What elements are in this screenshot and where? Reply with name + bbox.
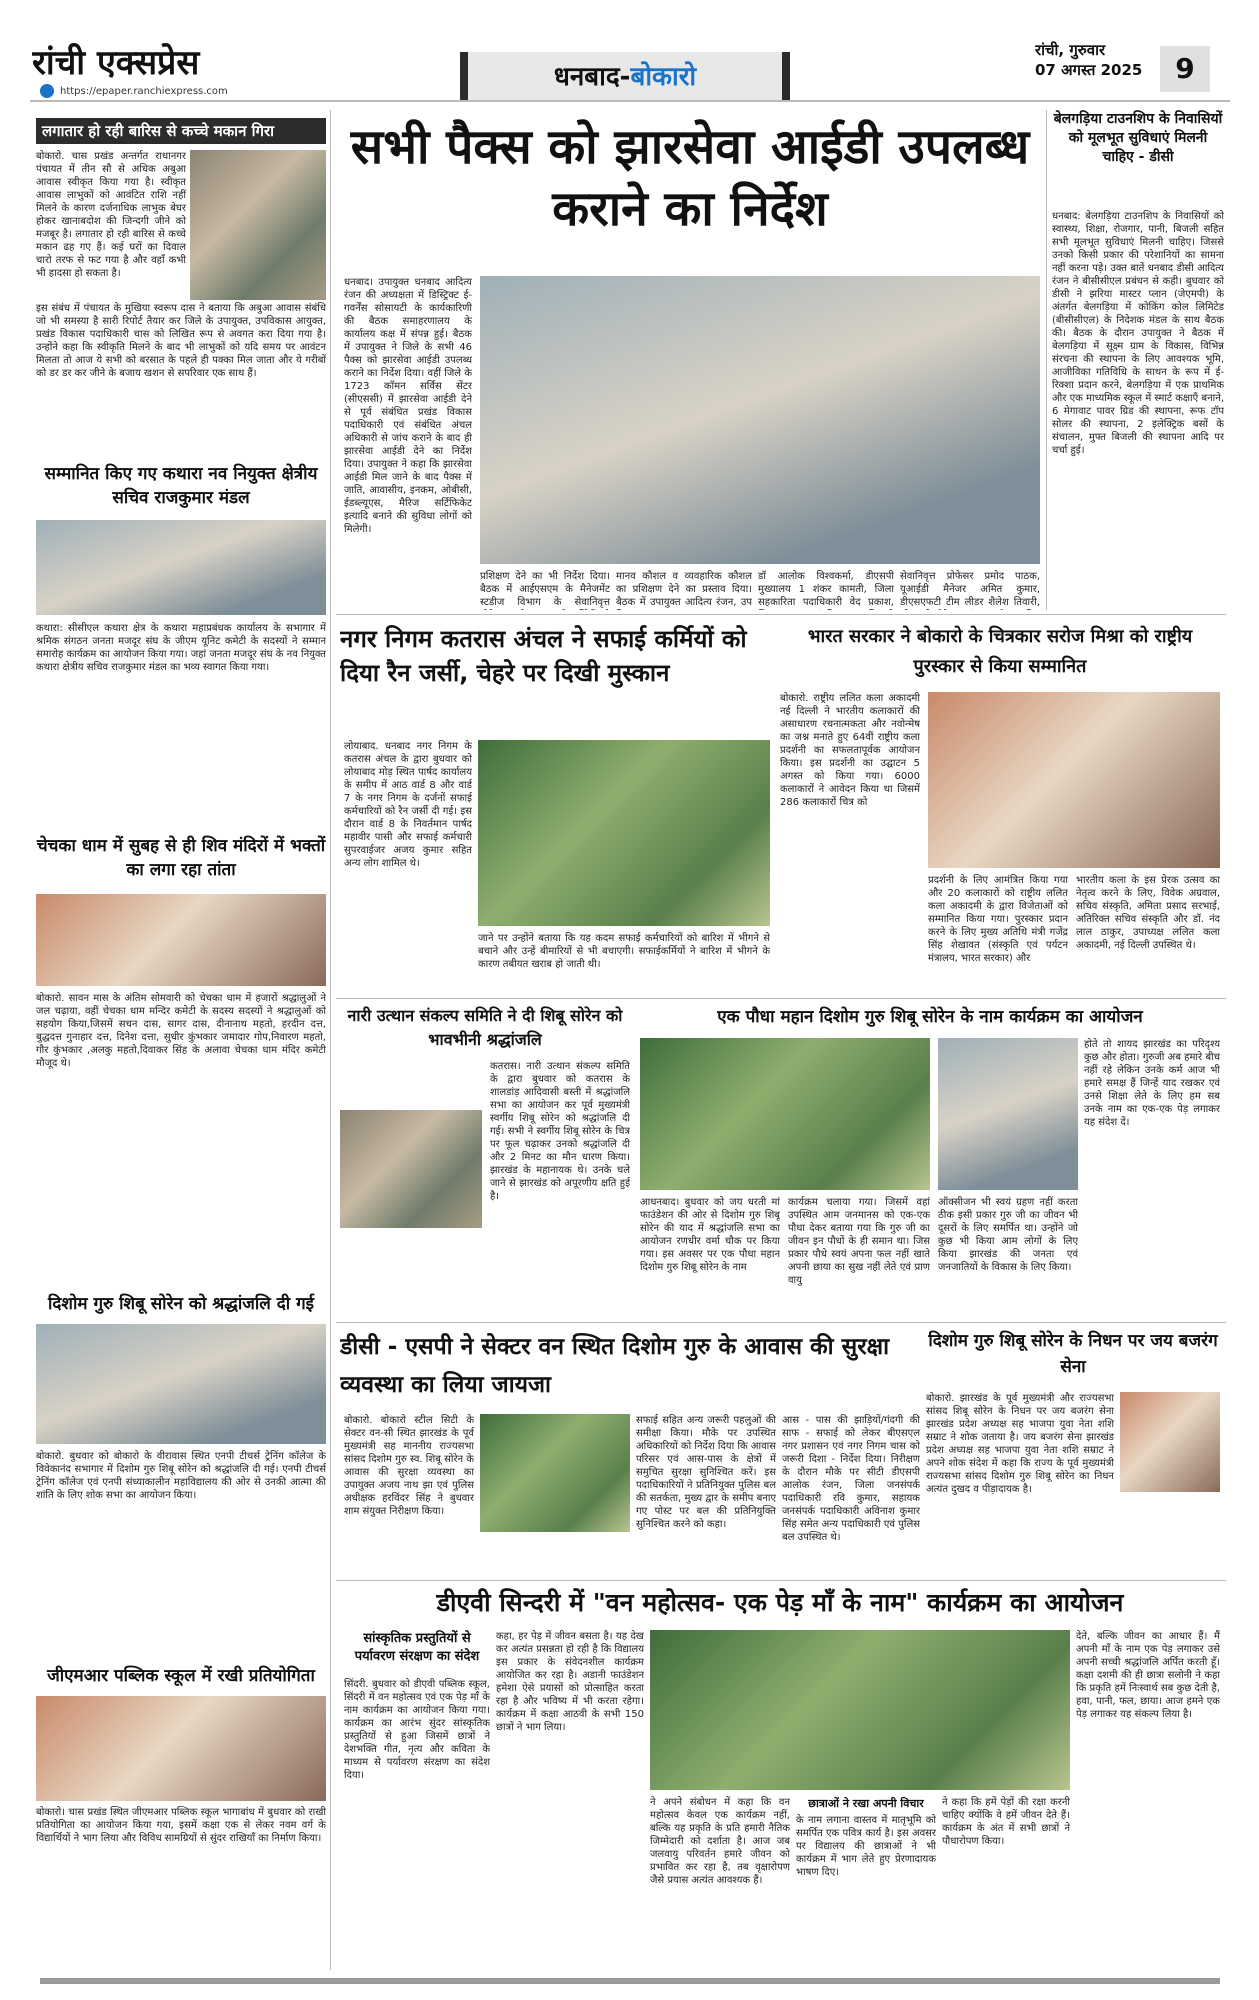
plant-body-4: होते तो शायद झारखंड का परिदृश्य कुछ और होता। गुरुजी अब हमारे बीच नहीं रहे लेकिन उनके कर्म आज भी हमारे समक्ष हैं जिन्हें याद रखकर एवं उनसे शिक्षा लेते के लिए हम सब उनके नाम का एक-एक पेड़ लगाकर यह संदेश दें। — [1084, 1039, 1220, 1128]
issue-date: 07 अगस्त 2025 — [1035, 61, 1143, 79]
globe-icon — [40, 84, 54, 98]
dcsp-body: बोकारो. बोकारो स्टील सिटी के सेक्टर वन-सी स्थित झारखंड के पूर्व मुख्यमंत्री सह माननीय राज्यसभा सांसद दिशोम गुरु स्व. शिबू सोरेन के आवास की सुरक्षा व्यवस्था का उपायुक्त अजय नाथ झा एवं पुलिस अधीक्षक हरविंदर सिंह ने बुधवार शाम संयुक्त निरीक्षण किया। — [344, 1415, 474, 1517]
saroj-body-2: प्रदर्शनी के लिए आमंत्रित किया गया और 20 कलाकारों को राष्ट्रीय ललित कला अकादमी के द्वारा विजेताओं को सम्मानित किया गया। पुरस्कार प्रदान करने के लिए मुख्य अतिथि मंत्री गजेंद्र सिंह शेखावत (संस्कृति एवं पर्यटन मंत्रालय, भारत सरकार) और — [928, 875, 1068, 964]
sanitation-workers-photo — [478, 740, 770, 926]
dav-body-6: ने कहा कि हमें पेड़ों की रक्षा करनी चाहिए क्योंकि वे हमें जीवन देते हैं। कार्यक्रम के अंत में सभी छात्रों ने पौधारोपण किया। — [942, 1797, 1070, 1847]
dav-body-2: कहा, हर पेड़ में जीवन बसता है। यह देख कर अत्यंत प्रसन्नता हो रही है कि विद्यालय इस प्रकार के संवेदनशील कार्यक्रम आयोजित कर रहा है। अडानी फाउंडेशन हमेशा ऐसे प्रयासों को प्रोत्साहित करता रहा है और भविष्य में भी करता रहेगा। कार्यक्रम में कक्षा आठवी के सभी 150 छात्रों ने भाग लिया। — [496, 1631, 644, 1733]
tribute-photo — [36, 1324, 326, 1444]
bottom-rule — [40, 1978, 1220, 1984]
residence-inspection-photo — [480, 1414, 630, 1532]
story1-body: बोकारो. चास प्रखंड अन्तर्गत राधानगर पंचायत में तीन सौ से अधिक अबुआ आवास स्वीकृत किया गया है। स्वीकृत आवास लाभुकों को आवंटित राशि नहीं मिलने के कारण दर्जनाधिक लाभुक बेघर होकर खानाबदोश की जिन्दगी जीने को मजबूर है। लगातार हो रही बारिस से कच्चे मकान ढह गए हैं। कई घरों का दिवाल चारो तरफ से फट गया है और वहाँ कभी भी हादसा हो सकता है। — [36, 151, 186, 279]
section-part1: धनबाद- — [553, 62, 631, 92]
dav-body: सिंदरी. बुधवार को डीएवी पब्लिक स्कूल, सिंदरी में वन महोत्सव एवं एक पेड़ माँ के नाम कार्यक्रम का आयोजन किया गया। कार्यक्रम का आरंभ सुंदर सांस्कृतिक प्रस्तुतियों से हुआ जिसमें छात्रों ने देशभक्ति गीत, नृत्य और कविता के माध्यम से पर्यावरण संरक्षण का संदेश दिया। — [344, 1679, 490, 1781]
dateline — [1035, 40, 1155, 80]
story3-headline: चेचका धाम में सुबह से ही शिव मंदिरों में भक्तों का लगा रहा तांता — [36, 836, 326, 880]
award-ceremony-photo — [928, 692, 1220, 868]
story1-headline: लगातार हो रही बारिस से कच्चे मकान गिरा — [36, 118, 326, 144]
bajrang-headline: दिशोम गुरु शिबू सोरेन के निधन पर जय बजरंग सेना — [928, 1331, 1218, 1377]
lead-col4: डॉ आलोक विश्वकर्मा, डीएसपी मुख्यालय 1 शंकर कामती, जिला सहकारिता पदाधिकारी वेद प्रकाश, — [758, 571, 894, 608]
story4-headline: दिशोम गुरु शिबू सोरेन को श्रद्धांजलि दी गई — [47, 1294, 315, 1314]
plant-headline: एक पौधा महान दिशोम गुरु शिबू सोरेन के नाम कार्यक्रम का आयोजन — [717, 1007, 1143, 1027]
section-rule-1 — [336, 614, 1226, 615]
section-rule-3 — [336, 1322, 1226, 1323]
section-part2: बोकारो — [630, 62, 697, 92]
saroj-body-3: भारतीय कला के इस प्रेरक उत्सव का नेतृत्व करने के लिए, विवेक अग्रवाल, सचिव संस्कृति, अमिता प्रसाद सरभाई, अतिरिक्त सचिव संस्कृति और डॉ. नंद लाल ठाकुर, उपाध्यक्ष ललित कला अकादमी, नई दिल्ली उपस्थित थे। — [1076, 875, 1220, 951]
story4-body: बोकारो. बुधवार को बोकारो के वीरावास स्थित एनपी टीचर्स ट्रेनिंग कॉलेज के विवेकानंद सभागार में दिशोम गुरु शिबू सोरेन को श्रद्धांजलि दी गई। एनपी टीचर्स ट्रेनिंग कॉलेज एवं एनपी संध्याकालीन महाविद्यालय की ओर से उनकी आत्मा की शांति के लिए शोक सभा का आयोजन किया। — [36, 1451, 326, 1501]
story1-body-cont: इस संबंध में पंचायत के मुखिया स्वरूप दास ने बताया कि अबुआ आवास संबंधि जो भी समस्या है सारी रिपोर्ट तैयार कर जिले के उपायुक्त, उपविकास आयुक्त, प्रखंड विकास पदाधिकारी चास को लिखित रूप से अवगत करा दिया गया है। उन्होंने कहा कि स्वीकृति मिलने के बाद भी लाभुकों को यदि समय पर आवंटन मिलता तो आज ये सभी को बरसात के पहले ही पक्का मिल जाता और ये गरीबों को डर डर कर जीने के बजाय खशन से सपरिवार एक साथ हैं। — [36, 303, 326, 379]
story5-body: बोकारो। चास प्रखंड स्थित जीएमआर पब्लिक स्कूल भागाबांध में बुधवार को राखी प्रतियोगिता का आयोजन किया गया, इसमें कक्षा एक से लेकर नवम वर्ग के विद्यार्थियों ने भाग लिया और विविध सामग्रियों से सुंदर राखियाँ का निर्माण किया। — [36, 1807, 326, 1844]
story2-headline: सम्मानित किए गए कथारा नव नियुक्त क्षेत्रीय सचिव राजकुमार मंडल — [44, 464, 318, 508]
plant-body: आधनबाद। बुधवार को जय धरती मां फाउंडेशन की ओर से दिशोम गुरु शिबू सोरेन की याद में श्रद्धांजलि सभा का आयोजन रणधीर वर्मा चौक पर किया गया। इस अवसर पर एक पौधा महान दिशोम गुरु शिबू सोरेन के नाम — [640, 1197, 780, 1273]
top-rule — [30, 100, 1230, 102]
right-headline: बेलगड़िया टाउनशिप के निवासियों को मूलभूत सुविधाएं मिलनी चाहिए - डीसी — [1053, 111, 1223, 165]
epaper-url[interactable] — [40, 84, 228, 98]
saroj-body: बोकारो. राष्ट्रीय ललित कला अकादमी नई दिल्ली ने भारतीय कलाकारों की असाधारण रचनात्मकता और नवोन्मेष का जश्न मनाते हुए 64वीं राष्ट्रीय कला प्रदर्शनी का सफलतापूर्वक आयोजन किया। इस प्रदर्शनी का उद्घाटन 5 अगस्त को किया गया। 6000 कलाकारों ने आवेदन किया था जिसमें 286 कलाकारों चित्र को — [780, 693, 920, 808]
nari-headline: नारी उत्थान संकल्प समिति ने दी शिबू सोरेन को भावभीनी श्रद्धांजलि — [347, 1006, 623, 1049]
right-body: धनबाद: बेलगड़िया टाउनशिप के निवासियों को स्वास्थ्य, शिक्षा, रोजगार, पानी, बिजली सहित सभी मूलभूत सुविधाएं मिलनी चाहिए। जिससे उनको किसी प्रकार की परेशानियों का सामना नहीं करना पड़े। उक्त बातें धनबाद डीसी आदित्य रंजन ने बीसीसीएल प्रबंधन से कही। बुधवार को डीसी ने झरिया मास्टर प्लान (जेएमपी) के अंतर्गत बेलगड़िया में कोकिंग कोल लिमिटेड (बीसीसीएल) के निदेशक मंडल के साथ बैठक की। बैठक के दौरान उपायुक्त ने बैठक में बेलगड़िया में सूक्ष्म ग्राम के विकास, विभिन्न संरचना की स्थापना के लिए आवश्यक भूमि, आजीविका गतिविधि के साथन के रूप में ई-रिक्शा प्रदान करने, बेलगड़िया में एक प्राथमिक और एक माध्यमिक स्कूल में स्मार्ट कक्षाएँ बनाने, 6 मेगावाट पावर ग्रिड की स्थापना, रूफ टॉप सोलर की स्थापना, 2 इलेक्ट्रिक बसों के संचालन, मुफ्त बिजली की स्थापना आदि पर चर्चा हुई। — [1052, 211, 1224, 456]
dcsp-body-2: सफाई सहित अन्य जरूरी पहलुओं की समीक्षा किया। मौके पर उपस्थित अधिकारियों को निर्देश दिया कि आवास परिसर एवं आस-पास के क्षेत्रों में समुचित सुरक्षा सुनिश्चित करें। इस पदाधिकारियों ने प्रतिनियुक्त पुलिस बल की सतर्कता, मुख्य द्वार के समीप बनाए गए पोस्ट पर बल की प्रतिनियुक्ति सुनिश्चित करने को कहा। — [636, 1415, 776, 1530]
temple-devotees-photo — [36, 894, 326, 986]
section-rule-4 — [336, 1580, 1226, 1581]
city-day: रांची, गुरुवार — [1035, 41, 1106, 59]
bajrang-body: बोकारो. झारखंड के पूर्व मुख्यमंत्री और राज्यसभा सांसद शिबू सोरेन के निधन पर जय बजरंग सेना झारखंड प्रदेश अध्यक्ष सह भाजपा युवा नेता शशि सम्राट ने शोक जताया है। जय बजरंग सेना झारखंड प्रदेश अध्यक्ष सह भाजपा युवा नेता शशि सम्राट ने अपने शोक संदेश में कहा कि राज्य के पूर्व मुख्यमंत्री राज्यसभा सांसद दिशोम गुरु शिबू सोरेन का निधन अत्यंत दुखद व पीड़ादायक है। — [926, 1393, 1114, 1495]
section-rule-2 — [336, 998, 1226, 999]
dav-body-3: ने अपने संबोधन में कहा कि वन महोत्सव केवल एक कार्यक्रम नहीं, बल्कि यह प्रकृति के प्रति हमारी नैतिक जिम्मेदारी को दर्शाता है। आज जब जलवायु परिवर्तन हमारे जीवन को प्रभावित कर रहा है, तब वृक्षारोपण जैसे प्रयास अत्यंत आवश्यक हैं। — [650, 1797, 790, 1886]
lead-col3: मानव कौशल व व्यवहारिक कौशल का प्रशिक्षण देने का प्रस्ताव दिया। बैठक में उपायुक्त आदित्य रंजन, उप — [616, 571, 752, 608]
saroj-headline: भारत सरकार ने बोकारो के चित्रकार सरोज मिश्रा को राष्ट्रीय पुरस्कार से किया सम्मानित — [807, 626, 1193, 677]
dav-headline: डीएवी सिन्दरी में "वन महोत्सव- एक पेड़ माँ के नाम" कार्यक्रम का आयोजन — [436, 1588, 1124, 1617]
newspaper-logo: रांची एक्सप्रेस — [32, 43, 200, 82]
plantation-photo-2 — [938, 1038, 1078, 1190]
dcsp-body-3: आस - पास की झाड़ियों/गंदगी की साफ - सफाई को लेकर बीएसएल नगर प्रशासन एवं नगर निगम चास को जरूरी दिशा - निर्देश दिया। निरीक्षण के दौरान मौके पर सीटी डीएसपी आलोक रंजन, जिला जनसंपर्क पदाधिकारी रवि कुमार, सहायक जनसंपर्क पदाधिकारी अविनाश कुमार सिंह समेत अन्य पदाधिकारी एवं पुलिस बल उपस्थित थे। — [782, 1415, 920, 1543]
plant-body-2: कार्यक्रम चलाया गया। जिसमें वहां उपस्थित आम जनमानस को एक-एक पौधा देकर बताया गया कि गुरु जी का जीवन इन पौधों के ही समान था। जिस प्रकार पौधे स्वयं अपना फल नहीं खाते अपनी छाया का सुख नहीं लेते एवं प्राण वायु — [788, 1197, 930, 1286]
lead-col5: सेवानिवृत्त प्रोफेसर प्रमोद पाठक, यूआईडी मैनेजर अमित कुमार, डीएसएफटी टीम लीडर शैलेश तिवारी, — [900, 571, 1040, 608]
dav-body-4: के नाम लगाना वास्तव में मातृभूमि को समर्पित एक पवित्र कार्य है। इस अवसर पर विद्यालय की छात्राओं ने भी कार्यक्रम में भाग लेते हुए प्रेरणादायक भाषण दिए। — [796, 1815, 936, 1878]
nari-body: कतरास। नारी उत्थान संकल्प समिति के द्वारा बुधवार को कतरास के शालडांड़ आदिवासी बस्ती में श्रद्धांजलि सभा का आयोजन कर पूर्व मुख्यमंत्री स्वर्गीय शिबू सोरेन को श्रद्धांजलि दी गई। सभी ने स्वर्गीय शिबू सोरेन के चित्र पर फूल चढ़ाकर उनको श्रद्धांजलि दी और 2 मिनट का मौन धारण किया। झारखंड के महानायक थे। उनके चले जाने से झारखंड को अपूरणीय क्षति हुई है। — [490, 1061, 630, 1202]
page-number: 9 — [1160, 46, 1210, 92]
right-divider — [1046, 110, 1047, 610]
plant-body-3: ऑक्सीजन भी स्वयं ग्रहण नहीं करता ठीक इसी प्रकार गुरु जी का जीवन भी दूसरों के लिए समर्पित था। उन्होंने जो कुछ भी किया आम लोगों के लिए किया झारखंड की जनता एवं जनजातियों के विकास के लिए किया। — [938, 1197, 1078, 1273]
meeting-photo — [480, 276, 1040, 564]
column-divider — [330, 110, 331, 1970]
dav-body4-head: छात्राओं ने रखा अपनी विचार — [808, 1797, 924, 1810]
story3-body: बोकारो. सावन मास के अंतिम सोमवारी को चेचका धाम में हजारों श्रद्धालुओं ने जल चढ़ाया, वहीं चेचका धाम मन्दिर कमेटी के सदस्य सदस्यों ने श्रद्धालुओं को सहयोग किया,जिसमें सचन दास, सागर दास, दीनानाथ महतो, हरदीन दत्त, बुद्धदत्त गुनाहार दत्त, दिनेश दत्ता, सुधीर कुंभकार जमादार गोप,निवारण महतो, गौर कुंभकार ,अलकु महतो,दिवाकर सिंह के अलावा चेचका धाम मंदिर कमेटी मौजूद थे। — [36, 993, 326, 1069]
katras-body: लोयाबाद. धनबाद नगर निगम के कतरास अंचल के द्वारा बुधवार को लोयाबाद मोड़ स्थित पार्षद कार्यालय के समीप में आठ वार्ड 8 और वार्ड 7 के नगर निगम के दर्जनों सफाई कर्मचारियों को रैन जर्सी दी गई। इस दौरान वार्ड 8 के निवर्तमान पार्षद महावीर पासी और सफाई कर्मचारी सुपरवाईजर अजय कुमार सहित अन्य लोग शामिल थे। — [344, 741, 472, 869]
lead-col1: धनबाद। उपायुक्त धनबाद आदित्य रंजन की अध्यक्षता में डिस्ट्रिक्ट ई-गवर्नेंस सोसायटी के कार्यकारिणी की बैठक समाहरणालय के कार्यालय कक्ष में संपन्न हुई। बैठक में उपायुक्त ने जिले के सभी 46 पैक्स को झारसेवा आईडी उपलब्ध कराने का निर्देश दिया। वहीं जिले के 1723 कॉमन सर्विस सेंटर (सीएससी) में झारसेवा आईडी देने से पूर्व संबंधित प्रखंड विकास पदाधिकारी एवं संबंधित अंचल अधिकारी से जांच कराने के बाद ही झारसेवा आईडी देने का निर्देश दिया। उपायुक्त ने कहा कि झारसेवा आईडी मिल जाने के बाद पैक्स में जाति, आवासीय, इनकम, ओबीसी, ईडब्ल्यूएस, मैरिज सर्टिफिकेट इत्यादि बनाने की सुविधा लोगों को मिलेगी। — [344, 277, 472, 535]
katras-body-2: जाने पर उन्होंने बताया कि यह कदम सफाई कर्मचारियों को बारिश में भीगने से बचाने और उन्हें बीमारियों से भी बचाएगी। सफाईकर्मियों ने बारिश में भीगने के कारण तबीयत खराब हो जाती थी। — [478, 933, 770, 970]
lead-headline: सभी पैक्स को झारसेवा आईडी उपलब्ध कराने का निर्देश — [350, 119, 1030, 237]
rakhi-competition-photo — [36, 1696, 326, 1801]
katras-headline: नगर निगम कतरास अंचल ने सफाई कर्मियों को दिया रैन जर्सी, चेहरे पर दिखी मुस्कान — [340, 625, 747, 687]
story5-headline: जीएमआर पब्लिक स्कूल में रखी प्रतियोगिता — [47, 1666, 315, 1686]
url-text: https://epaper.ranchiexpress.com — [60, 86, 228, 97]
felicitation-photo — [36, 520, 326, 615]
dcsp-headline: डीसी - एसपी ने सेक्टर वन स्थित दिशोम गुरु के आवास की सुरक्षा व्यवस्था का लिया जायजा — [340, 1334, 890, 1398]
dav-body-5: देते, बल्कि जीवन का आधार हैं। मैं अपनी माँ के नाम एक पेड़ लगाकर उसे अपनी सच्ची श्रद्धांजलि अर्पित करती हूँ। कक्षा दशमी की ही छात्रा सलोनी ने कहा कि प्रकृति हमें निःस्वार्थ सब कुछ देती है, हवा, पानी, फल, छाया। आज हमने एक पेड़ लगाकर यह संकल्प लिया है। — [1076, 1631, 1220, 1720]
dav-subhead: सांस्कृतिक प्रस्तुतियों से पर्यावरण संरक्षण का संदेश — [354, 1631, 480, 1664]
plantation-photo — [640, 1038, 930, 1190]
collapsed-house-photo — [190, 150, 326, 300]
section-title — [460, 52, 790, 102]
lead-col2: प्रशिक्षण देने का भी निर्देश दिया। बैठक में आईएसएम के मैनेजमेंट स्टडीज विभाग के सेवानिवृत्त — [480, 571, 610, 608]
van-mahotsav-photo — [650, 1630, 1070, 1790]
story2-body: कथारा: सीसीएल कथारा क्षेत्र के कथारा महाप्रबंधक कार्यालय के सभागार में श्रमिक संगठन जनता मजदूर संघ के जीएम यूनिट कमेटी के सदस्यों ने सम्मान समारोह कार्यक्रम का आयोजन किया गया। जहां जनता मजदूर संघ के नव नियुक्त कथारा क्षेत्रीय सचिव राजकुमार मंडल का भव्य स्वागत किया गया। — [36, 623, 326, 673]
